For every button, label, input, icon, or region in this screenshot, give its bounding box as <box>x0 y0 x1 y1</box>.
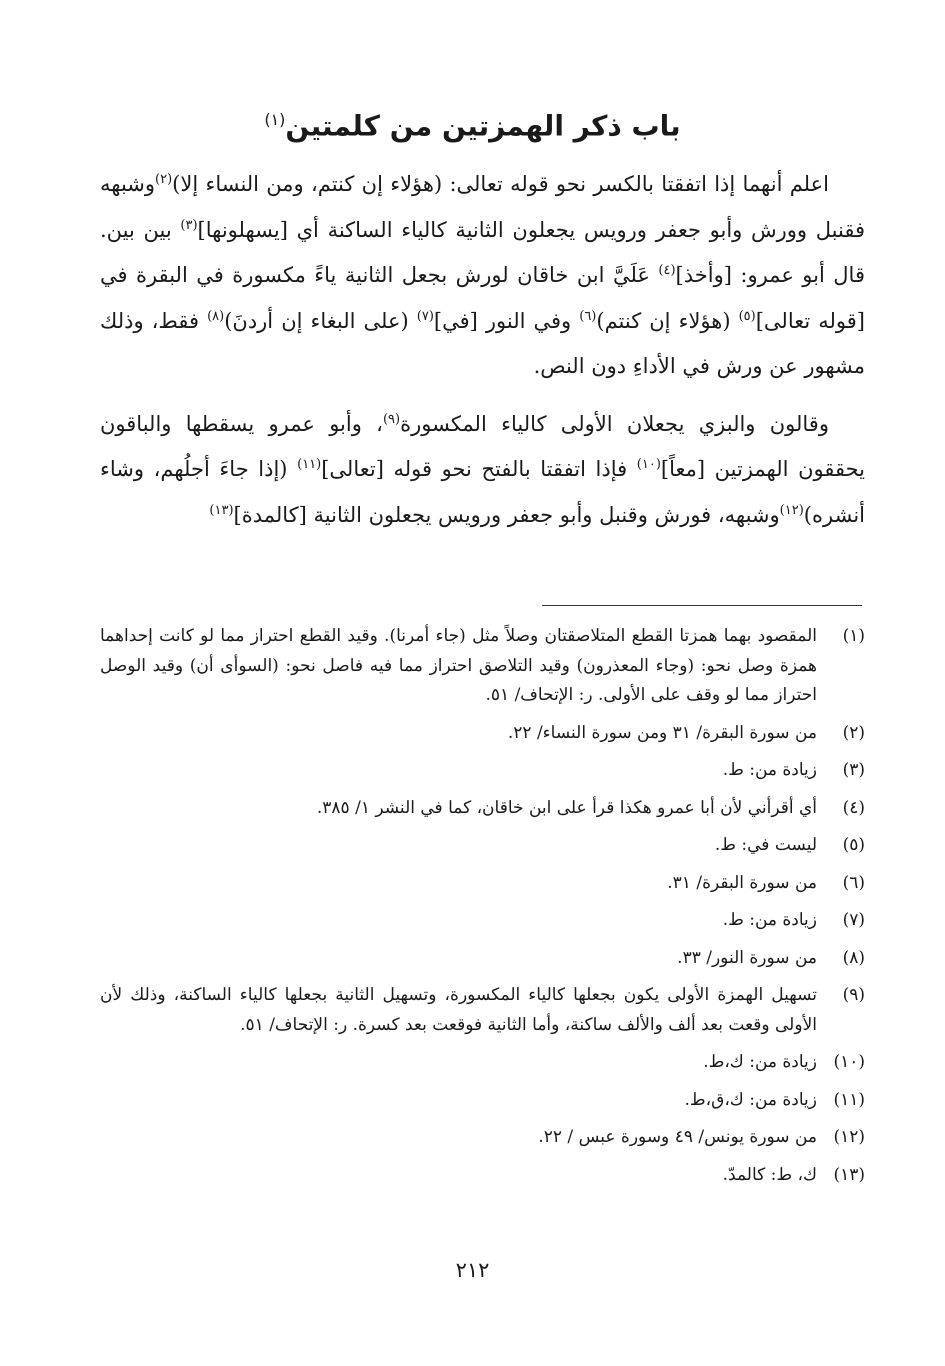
heading-footnote-ref: (١) <box>264 110 286 129</box>
footnote-text: زيادة من: ك،ط. <box>703 1052 817 1072</box>
paragraph-text: اعلم أنهما إذا اتفقتا بالكسر نحو قوله تعالى: (هؤلاء إن كنتم، ومن النساء إلا) <box>172 172 829 196</box>
footnote-ref: (١٠) <box>636 457 661 472</box>
footnote-number: (١٢) <box>833 1127 865 1147</box>
footnote-text: أي أقرأني لأن أبا عمرو هكذا قرأ على ابن خاقان، كما في النشر ١/ ٣٨٥. <box>316 797 817 818</box>
footnote <box>100 794 865 824</box>
footnote-ref: (٤) <box>658 263 676 278</box>
footnote <box>100 1086 865 1116</box>
footnote-ref: (٦) <box>579 308 597 324</box>
footnote-ref: (١٣) <box>209 502 234 518</box>
footnote-text: من سورة البقرة/ ٣١ ومن سورة النساء/ ٢٢. <box>507 722 817 743</box>
paragraph-text: فإذا اتفقتا بالفتح نحو قوله [تعالى] <box>321 457 637 481</box>
footnote-text: زيادة من: ط. <box>722 760 817 780</box>
footnote-number: (٤) <box>842 797 865 818</box>
paragraph-text: (إذا جاءَ أجلُهم، وشاء أنشره) <box>100 457 865 527</box>
footnote-text: ك، ط: كالمدّ. <box>722 1164 817 1185</box>
footnote-text: تسهيل الهمزة الأولى يكون بجعلها كالياء المكسورة، وتسهيل الثانية بجعلها كالياء الساكنة، وذلك لأن الأولى وقعت بعد ألف والألف ساكنة، وأما الثانية فوقعت بعد كسرة. ر: الإتحاف/ ٥١. <box>100 985 817 1035</box>
footnote-number: (٦) <box>842 872 865 893</box>
footnote-ref: (٥) <box>738 308 756 324</box>
footnote-number: (٨) <box>842 947 865 968</box>
footnote <box>100 1161 865 1191</box>
footnote-number: (١١) <box>833 1089 865 1110</box>
footnote <box>100 622 865 711</box>
footnote-text: من سورة يونس/ ٤٩ وسورة عبس / ٢٢. <box>538 1127 817 1147</box>
footnotes-list <box>100 622 865 1198</box>
footnote-ref: (٩) <box>382 411 401 427</box>
body-paragraph <box>100 162 865 390</box>
paragraph-text: وفي النور [في] <box>433 308 580 333</box>
footnote-text: المقصود بهما همزتا القطع المتلاصقتان وصلاً مثل (جاء أمرنا). وقيد القطع احتراز مما لو كانت إحداهما همزة وصل نحو: (وجاء المعذرون) وقيد التلاصق احتراز مما فيه فاصل نحو: (السوأى أن) وقيد الوصل احتراز مما لو وقف على الأولى. ر: الإتحاف/ ٥١. <box>100 626 817 705</box>
chapter-heading <box>0 100 945 146</box>
footnote <box>100 869 865 899</box>
paragraph-text: وشبهه، فورش وقنبل وأبو جعفر ورويس يجعلون الثانية [كالمدة] <box>233 502 780 527</box>
footnote-number: (١٠) <box>833 1052 865 1072</box>
footnote-number: (٧) <box>842 910 865 930</box>
paragraph-text: وقالون والبزي يجعلان الأولى كالياء المكسورة <box>400 411 829 436</box>
footnote <box>100 1123 865 1153</box>
footnote-number: (٢) <box>842 722 865 743</box>
body-paragraph <box>100 402 865 539</box>
footnote-ref: (٧) <box>416 308 434 324</box>
paragraph-text: فقط، وذلك مشهور عن ورش في الأداءِ دون النص. <box>100 308 865 378</box>
footnote <box>100 756 865 786</box>
footnote <box>100 831 865 861</box>
footnote-number: (١) <box>842 626 865 646</box>
paragraph-text: ، وأبو عمرو يسقطها والباقون يحققون الهمزتين [معاً] <box>100 411 865 481</box>
paragraph-text: وشبهه فقنبل وورش وأبو جعفر ورويس يجعلون الثانية كالياء الساكنة أي [يسهلونها] <box>100 172 865 242</box>
footnote-divider <box>542 605 862 606</box>
footnote-text: من سورة النور/ ٣٣. <box>677 947 817 968</box>
footnote-number: (٥) <box>842 835 865 855</box>
footnote-text: زيادة من: ط. <box>722 910 817 930</box>
paragraph-text: بين بين. قال أبو عمرو: [وأخذ] <box>100 217 865 287</box>
footnote-ref: (١١) <box>297 457 322 472</box>
footnote-number: (١٣) <box>833 1164 865 1185</box>
footnote <box>100 944 865 974</box>
footnote <box>100 906 865 936</box>
chapter-heading-text: باب ذكر الهمزتين من كلمتين <box>285 109 681 143</box>
paragraph-text: (على البغاء إن أردنَ) <box>224 308 417 333</box>
main-text <box>100 162 865 550</box>
footnote-number: (٣) <box>842 760 865 780</box>
paragraph-text: عَلَيَّ ابن خاقان لورش بجعل الثانية ياءً مكسورة في البقرة في [قوله تعالى] <box>100 263 865 333</box>
paragraph-text: (هؤلاء إن كنتم) <box>596 308 739 333</box>
footnote-text: زيادة من: ك،ق،ط. <box>684 1089 817 1110</box>
footnote-ref: (٨) <box>207 308 225 324</box>
footnote <box>100 1048 865 1078</box>
footnote-ref: (٣) <box>180 217 198 233</box>
footnote <box>100 981 865 1040</box>
footnote-text: من سورة البقرة/ ٣١. <box>667 872 817 893</box>
footnote-number: (٩) <box>842 985 865 1005</box>
footnote-ref: (٢) <box>155 172 173 187</box>
page-number: ٢١٢ <box>455 1258 490 1282</box>
footnote-text: ليست في: ط. <box>714 835 817 855</box>
footnote <box>100 719 865 749</box>
footnote-ref: (١٢) <box>779 502 804 518</box>
